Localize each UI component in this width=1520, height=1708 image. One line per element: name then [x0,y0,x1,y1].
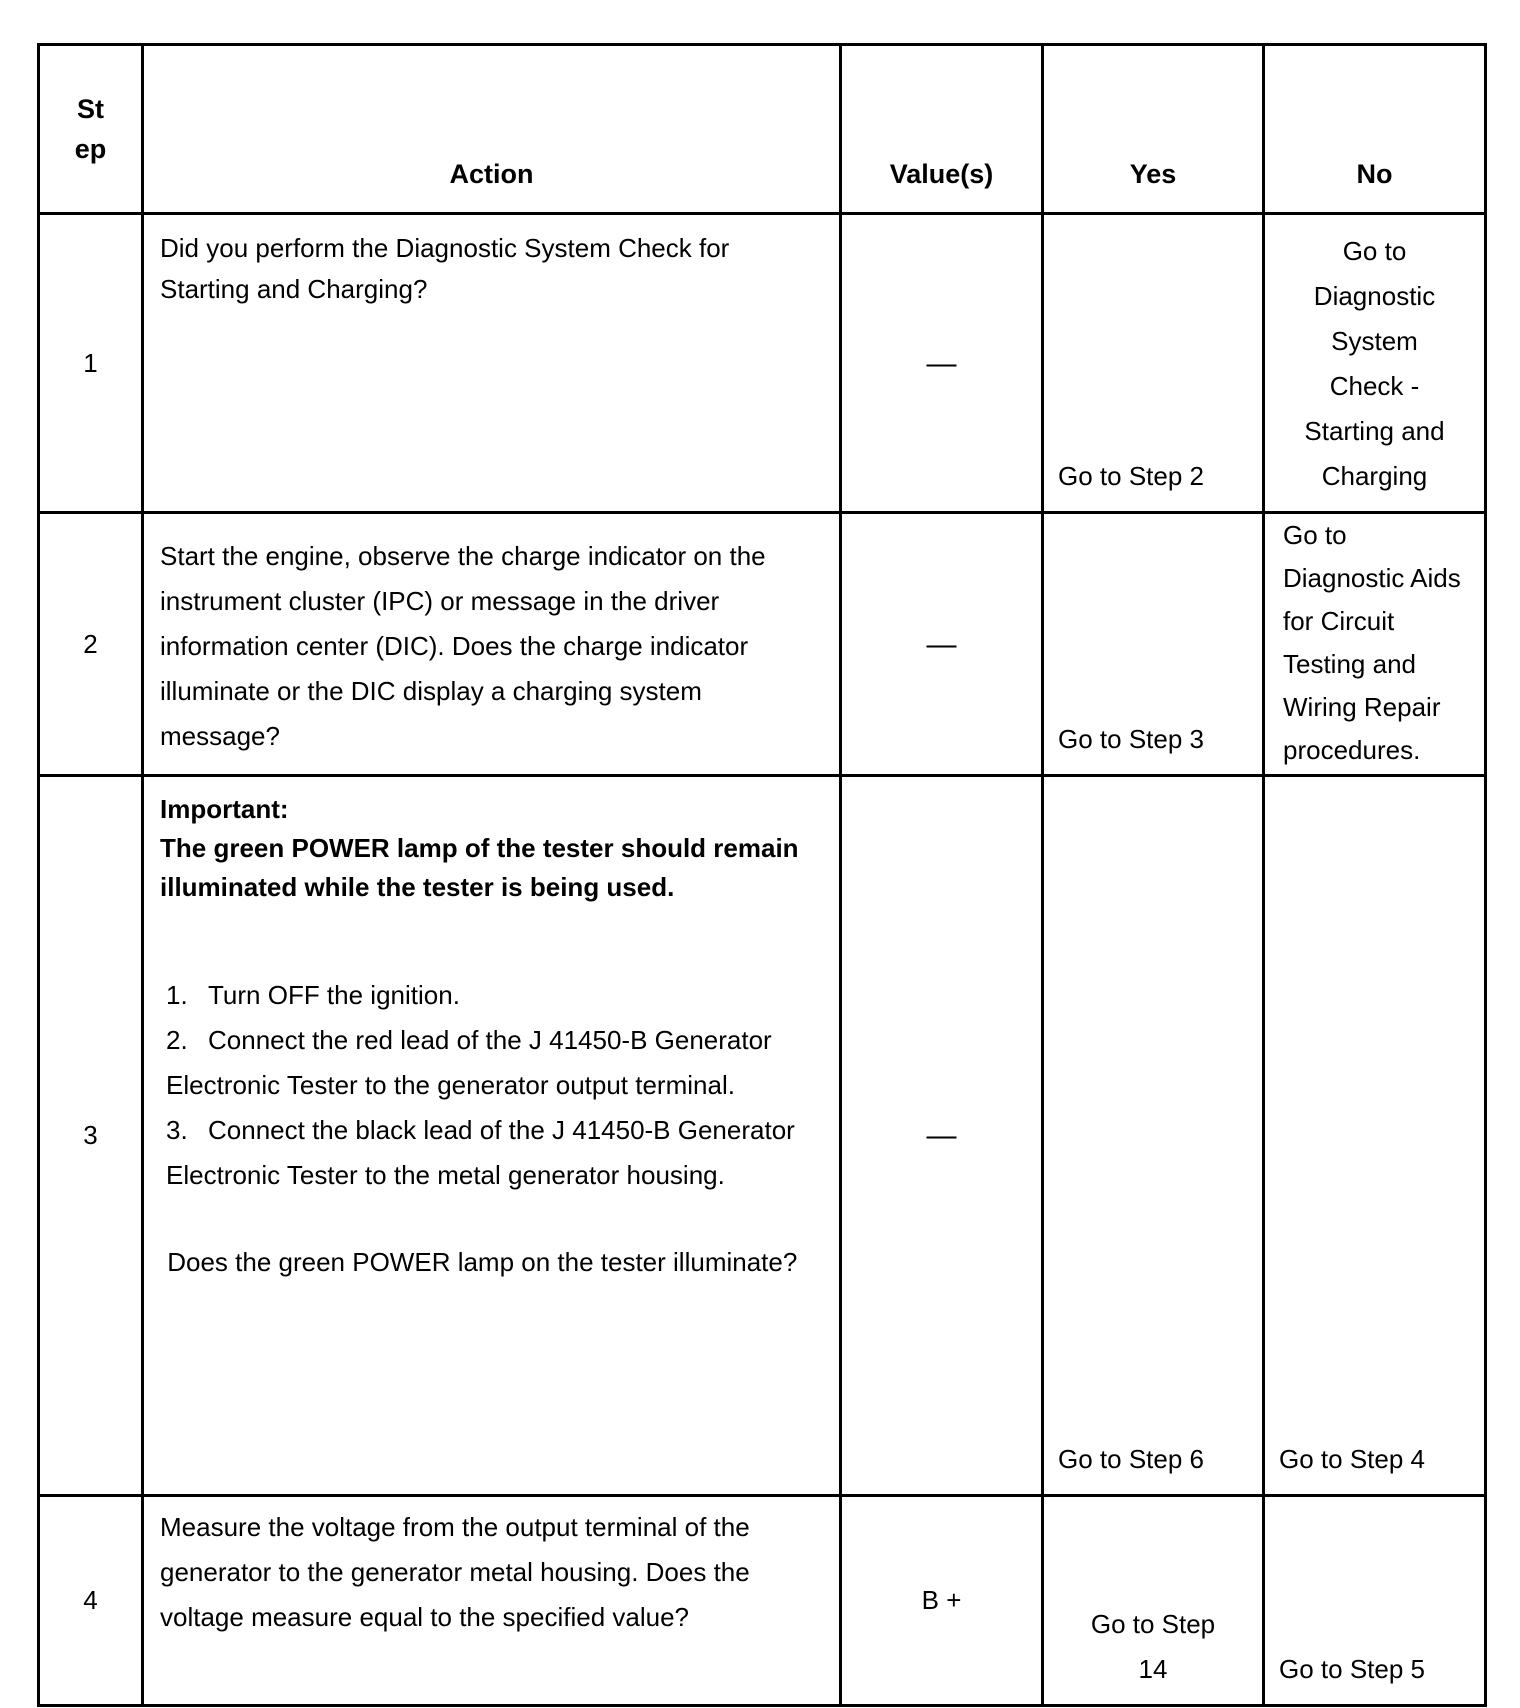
action-text: Start the engine, observe the charge indicator on the instrument cluster (IPC) or message in the driver information center (DIC). Does the charge indicator illuminate or the DIC display a charging system message? [143,513,841,776]
header-step: St ep [39,45,143,214]
yes-cell: Go to Step 3 [1043,513,1264,776]
yes-cell: Go to Step 14 [1043,1496,1264,1706]
header-values: Value(s) [841,45,1043,214]
step-number: 3 [39,776,143,1496]
list-item: 1. Turn OFF the ignition. [166,980,460,1010]
value-cell: — [841,776,1043,1496]
step-number: 4 [39,1496,143,1706]
header-yes: Yes [1043,45,1264,214]
table-row-step-1 [39,214,1486,513]
value-cell: — [841,214,1043,513]
yes-cell: Go to Step 6 [1043,776,1264,1496]
step-number: 1 [39,214,143,513]
no-cell: Go to Diagnostic Aids for Circuit Testing and Wiring Repair procedures. [1264,513,1486,776]
yes-cell: Go to Step 2 [1043,214,1264,513]
action-text [143,776,841,1496]
header-action: Action [143,45,841,214]
header-row [39,45,1486,214]
value-cell: B + [841,1496,1043,1706]
diagnostic-table [37,43,1487,1707]
action-text: Measure the voltage from the output terminal of the generator to the generator metal housing. Does the voltage measure equal to the specified value? [143,1496,841,1706]
table-row-step-4 [39,1496,1486,1706]
no-cell: Go to Step 4 [1264,776,1486,1496]
no-cell: Go to Step 5 [1264,1496,1486,1706]
header-no: No [1264,45,1486,214]
table-row-step-3 [39,776,1486,1496]
question-text: Does the green POWER lamp on the tester illuminate? [160,1247,798,1277]
important-text: The green POWER lamp of the tester should remain illuminated while the tester is being used. [160,833,799,902]
table-row-step-2 [39,513,1486,776]
value-cell: — [841,513,1043,776]
no-cell: Go to Diagnostic System Check - Starting and Charging [1264,214,1486,513]
list-item: 2. Connect the red lead of the J 41450-B Generator Electronic Tester to the generator output terminal. [166,1025,772,1100]
list-item: 3. Connect the black lead of the J 41450-B Generator Electronic Tester to the metal generator housing. [166,1115,795,1190]
action-text: Did you perform the Diagnostic System Check for Starting and Charging? [143,214,841,513]
step-number: 2 [39,513,143,776]
important-label: Important: [160,794,289,824]
procedure-list [160,973,825,1198]
